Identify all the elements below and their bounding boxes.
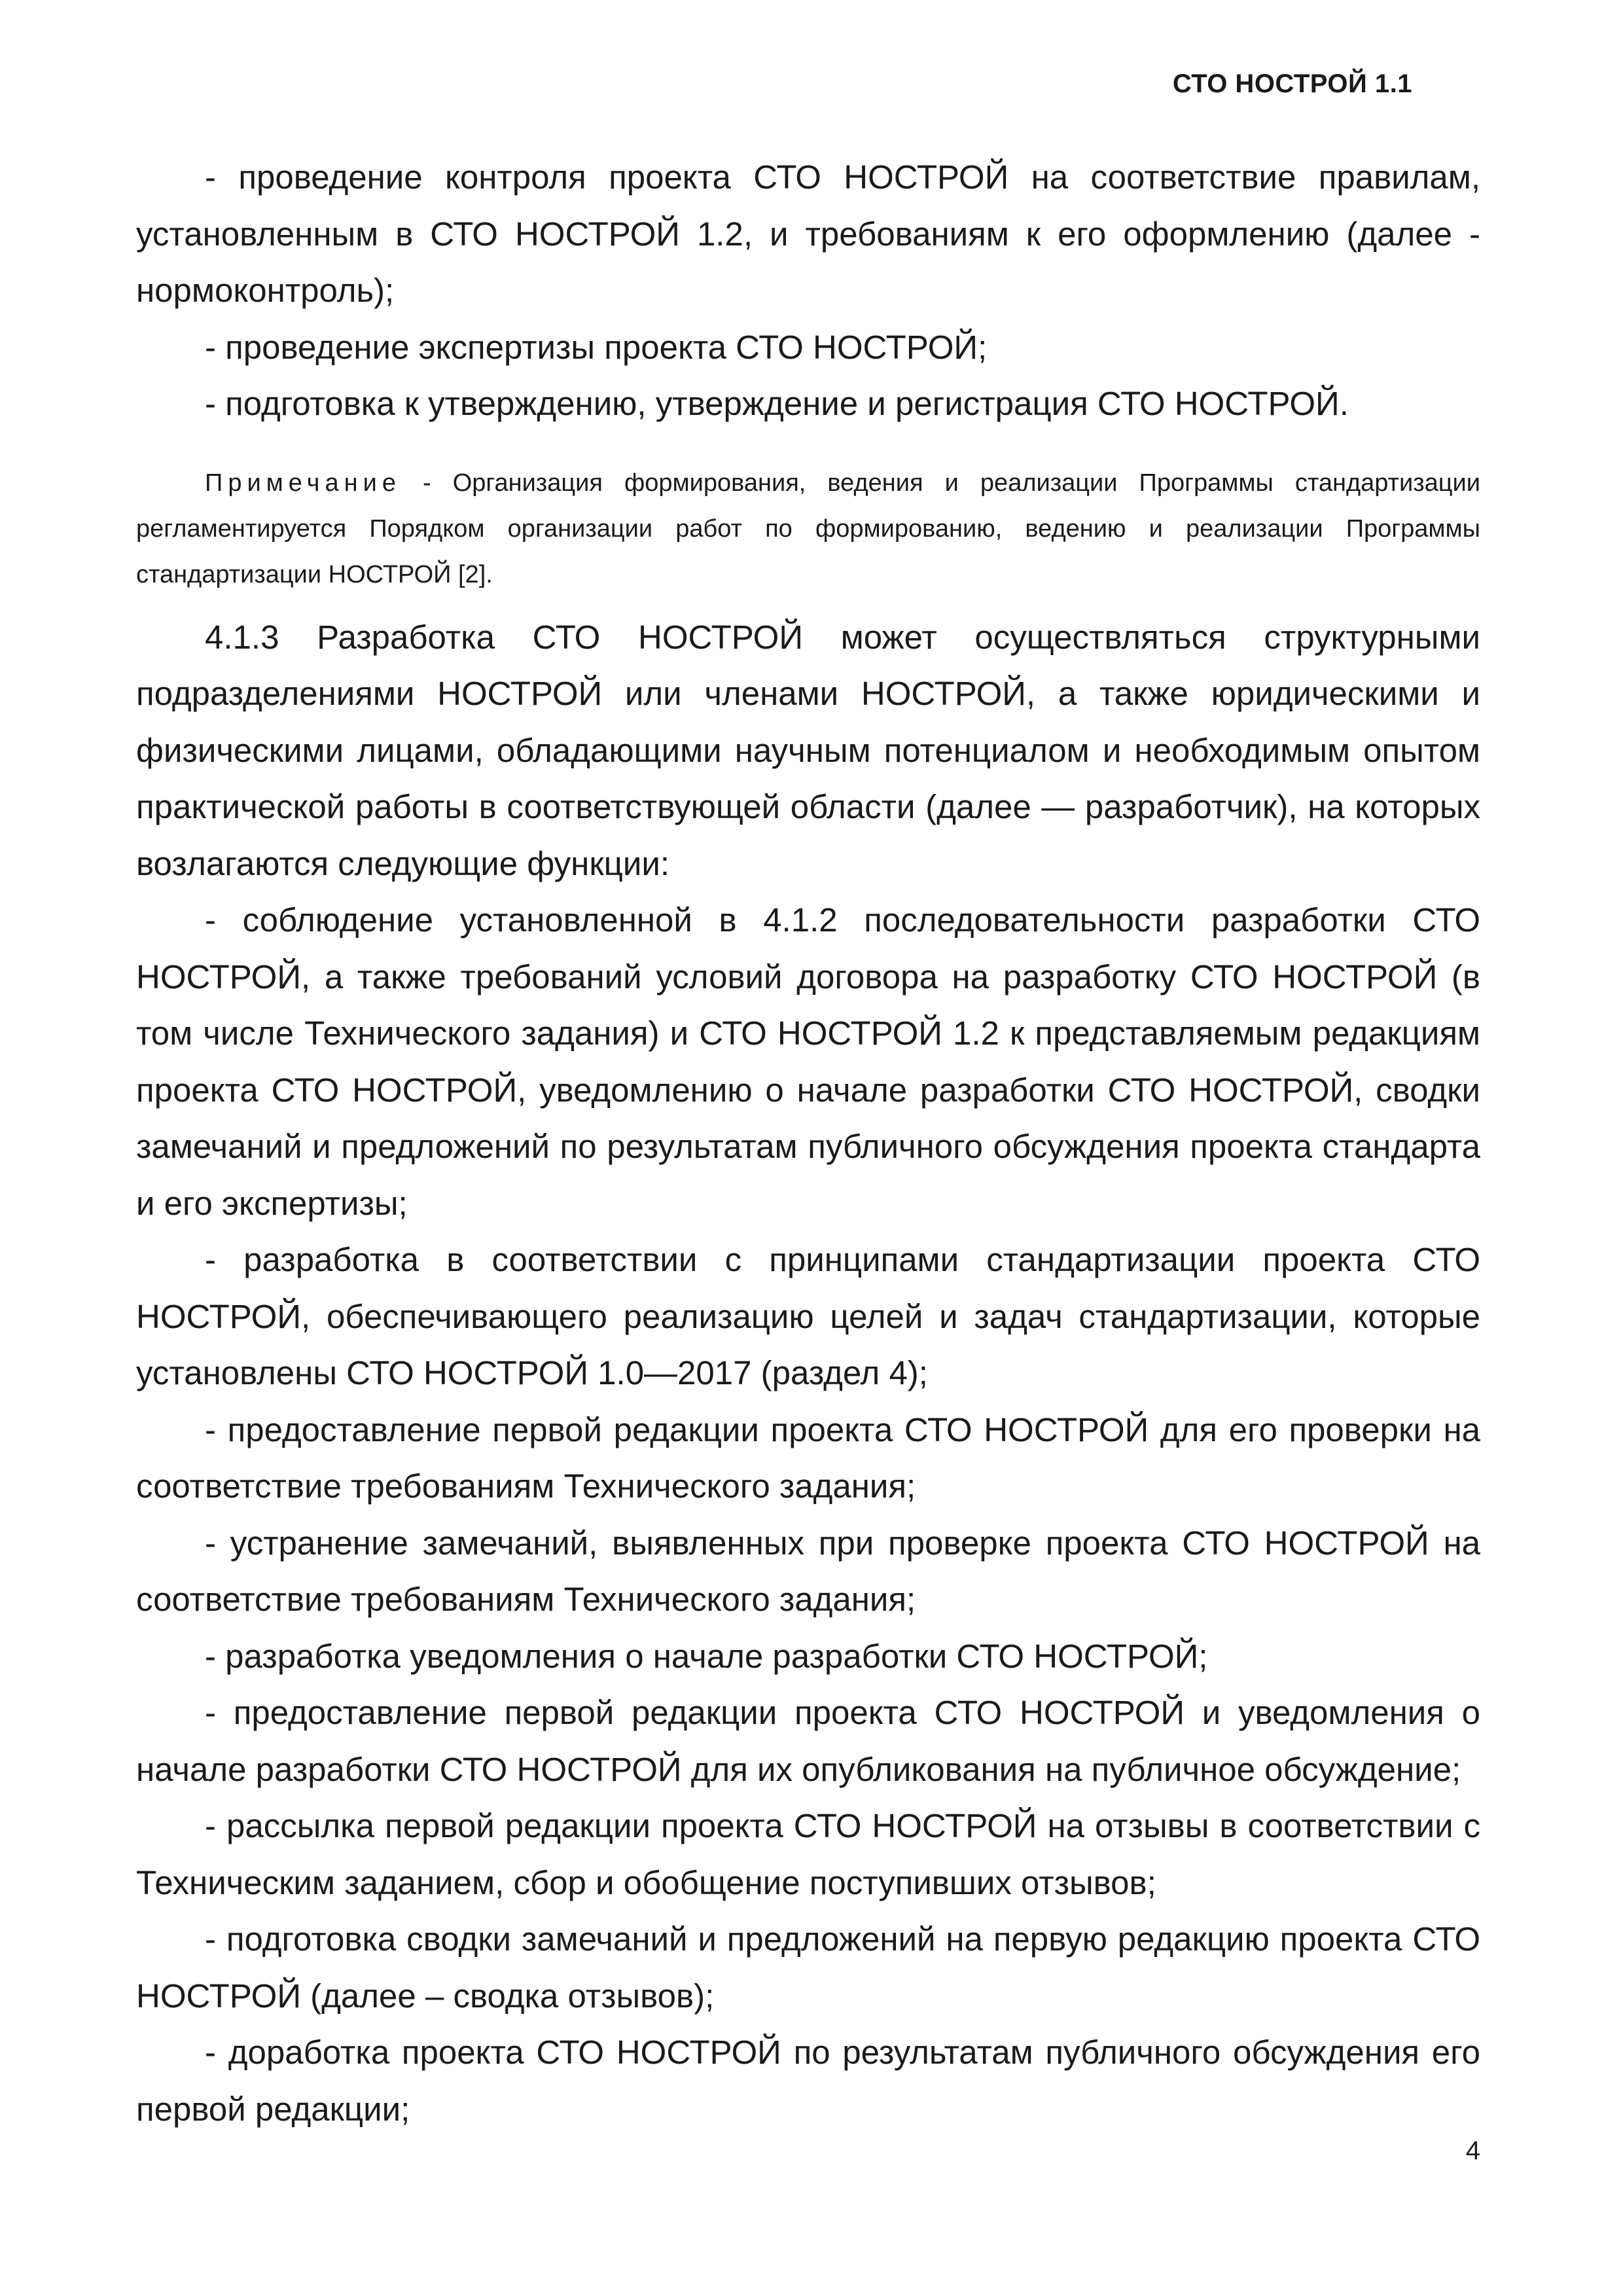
paragraph-normocontrol: - проведение контроля проекта СТО НОСТРОЙ на соответствие правилам, установленным в СТО НОСТРОЙ 1.2, и требованиям к его оформлению (далее - нормоконтроль); bbox=[136, 158, 1480, 309]
list-item-sequence-compliance: - соблюдение установленной в 4.1.2 последовательности разработки СТО НОСТРОЙ, а также требований условий договора на разработку СТО НОСТРОЙ (в том числе Технического задания) и СТО НОСТРОЙ 1.2 к представляемым редакциям проекта СТО НОСТРОЙ, уведомлению о начале разработки СТО НОСТРОЙ, сводки замечаний и предложений по результатам публичного обсуждения проекта стандарта и его экспертизы; bbox=[136, 901, 1480, 1222]
list-item-revision: - доработка проекта СТО НОСТРОЙ по результатам публичного обсуждения его первой редакции; bbox=[136, 2034, 1480, 2128]
list-item-publication-submission: - предоставление первой редакции проекта СТО НОСТРОЙ и уведомления о начале разработки СТО НОСТРОЙ для их опубликования на публичное обсуждение; bbox=[136, 1694, 1480, 1788]
document-code-header: СТО НОСТРОЙ 1.1 bbox=[1172, 69, 1412, 98]
page-number: 4 bbox=[1465, 2136, 1480, 2165]
list-item-review-distribution: - рассылка первой редакции проекта СТО НОСТРОЙ на отзывы в соответствии с Техническим заданием, сбор и обобщение поступивших отзывов; bbox=[136, 1807, 1480, 1901]
list-item-notification-development: - разработка уведомления о начале разработки СТО НОСТРОЙ; bbox=[205, 1637, 1208, 1675]
paragraph-approval: - подготовка к утверждению, утверждение и регистрация СТО НОСТРОЙ. bbox=[205, 385, 1349, 422]
paragraph-expertise: - проведение экспертизы проекта СТО НОСТРОЙ; bbox=[205, 328, 988, 366]
paragraph-4-1-3: 4.1.3 Разработка СТО НОСТРОЙ может осуществляться структурными подразделениями НОСТРОЙ или членами НОСТРОЙ, а также юридическими и физическими лицами, обладающими научным потенциалом и необходимым опытом практической работы в соответствующей области (далее — разработчик), на которых возлагаются следующие функции: bbox=[136, 618, 1480, 882]
page-body bbox=[136, 149, 1480, 2138]
list-item-first-edition-submission: - предоставление первой редакции проекта СТО НОСТРОЙ для его проверки на соответствие требованиям Технического задания; bbox=[136, 1410, 1480, 1505]
note-text: - Организация формирования, ведения и реализации Программы стандартизации регламентируется Порядком организации работ по формированию, ведению и реализации Программы стандартизации НОСТРОЙ [2]. bbox=[136, 469, 1480, 588]
note-label: Примечание bbox=[205, 469, 401, 497]
list-item-development-principles: - разработка в соответствии с принципами стандартизации проекта СТО НОСТРОЙ, обеспечивающего реализацию целей и задач стандартизации, которые установлены СТО НОСТРОЙ 1.0—2017 (раздел 4); bbox=[136, 1241, 1480, 1391]
list-item-remarks-elimination: - устранение замечаний, выявленных при проверке проекта СТО НОСТРОЙ на соответствие требованиям Технического задания; bbox=[136, 1524, 1480, 1618]
list-item-review-summary: - подготовка сводки замечаний и предложений на первую редакцию проекта СТО НОСТРОЙ (далее – сводка отзывов); bbox=[136, 1920, 1480, 2015]
note-block bbox=[136, 460, 1480, 598]
